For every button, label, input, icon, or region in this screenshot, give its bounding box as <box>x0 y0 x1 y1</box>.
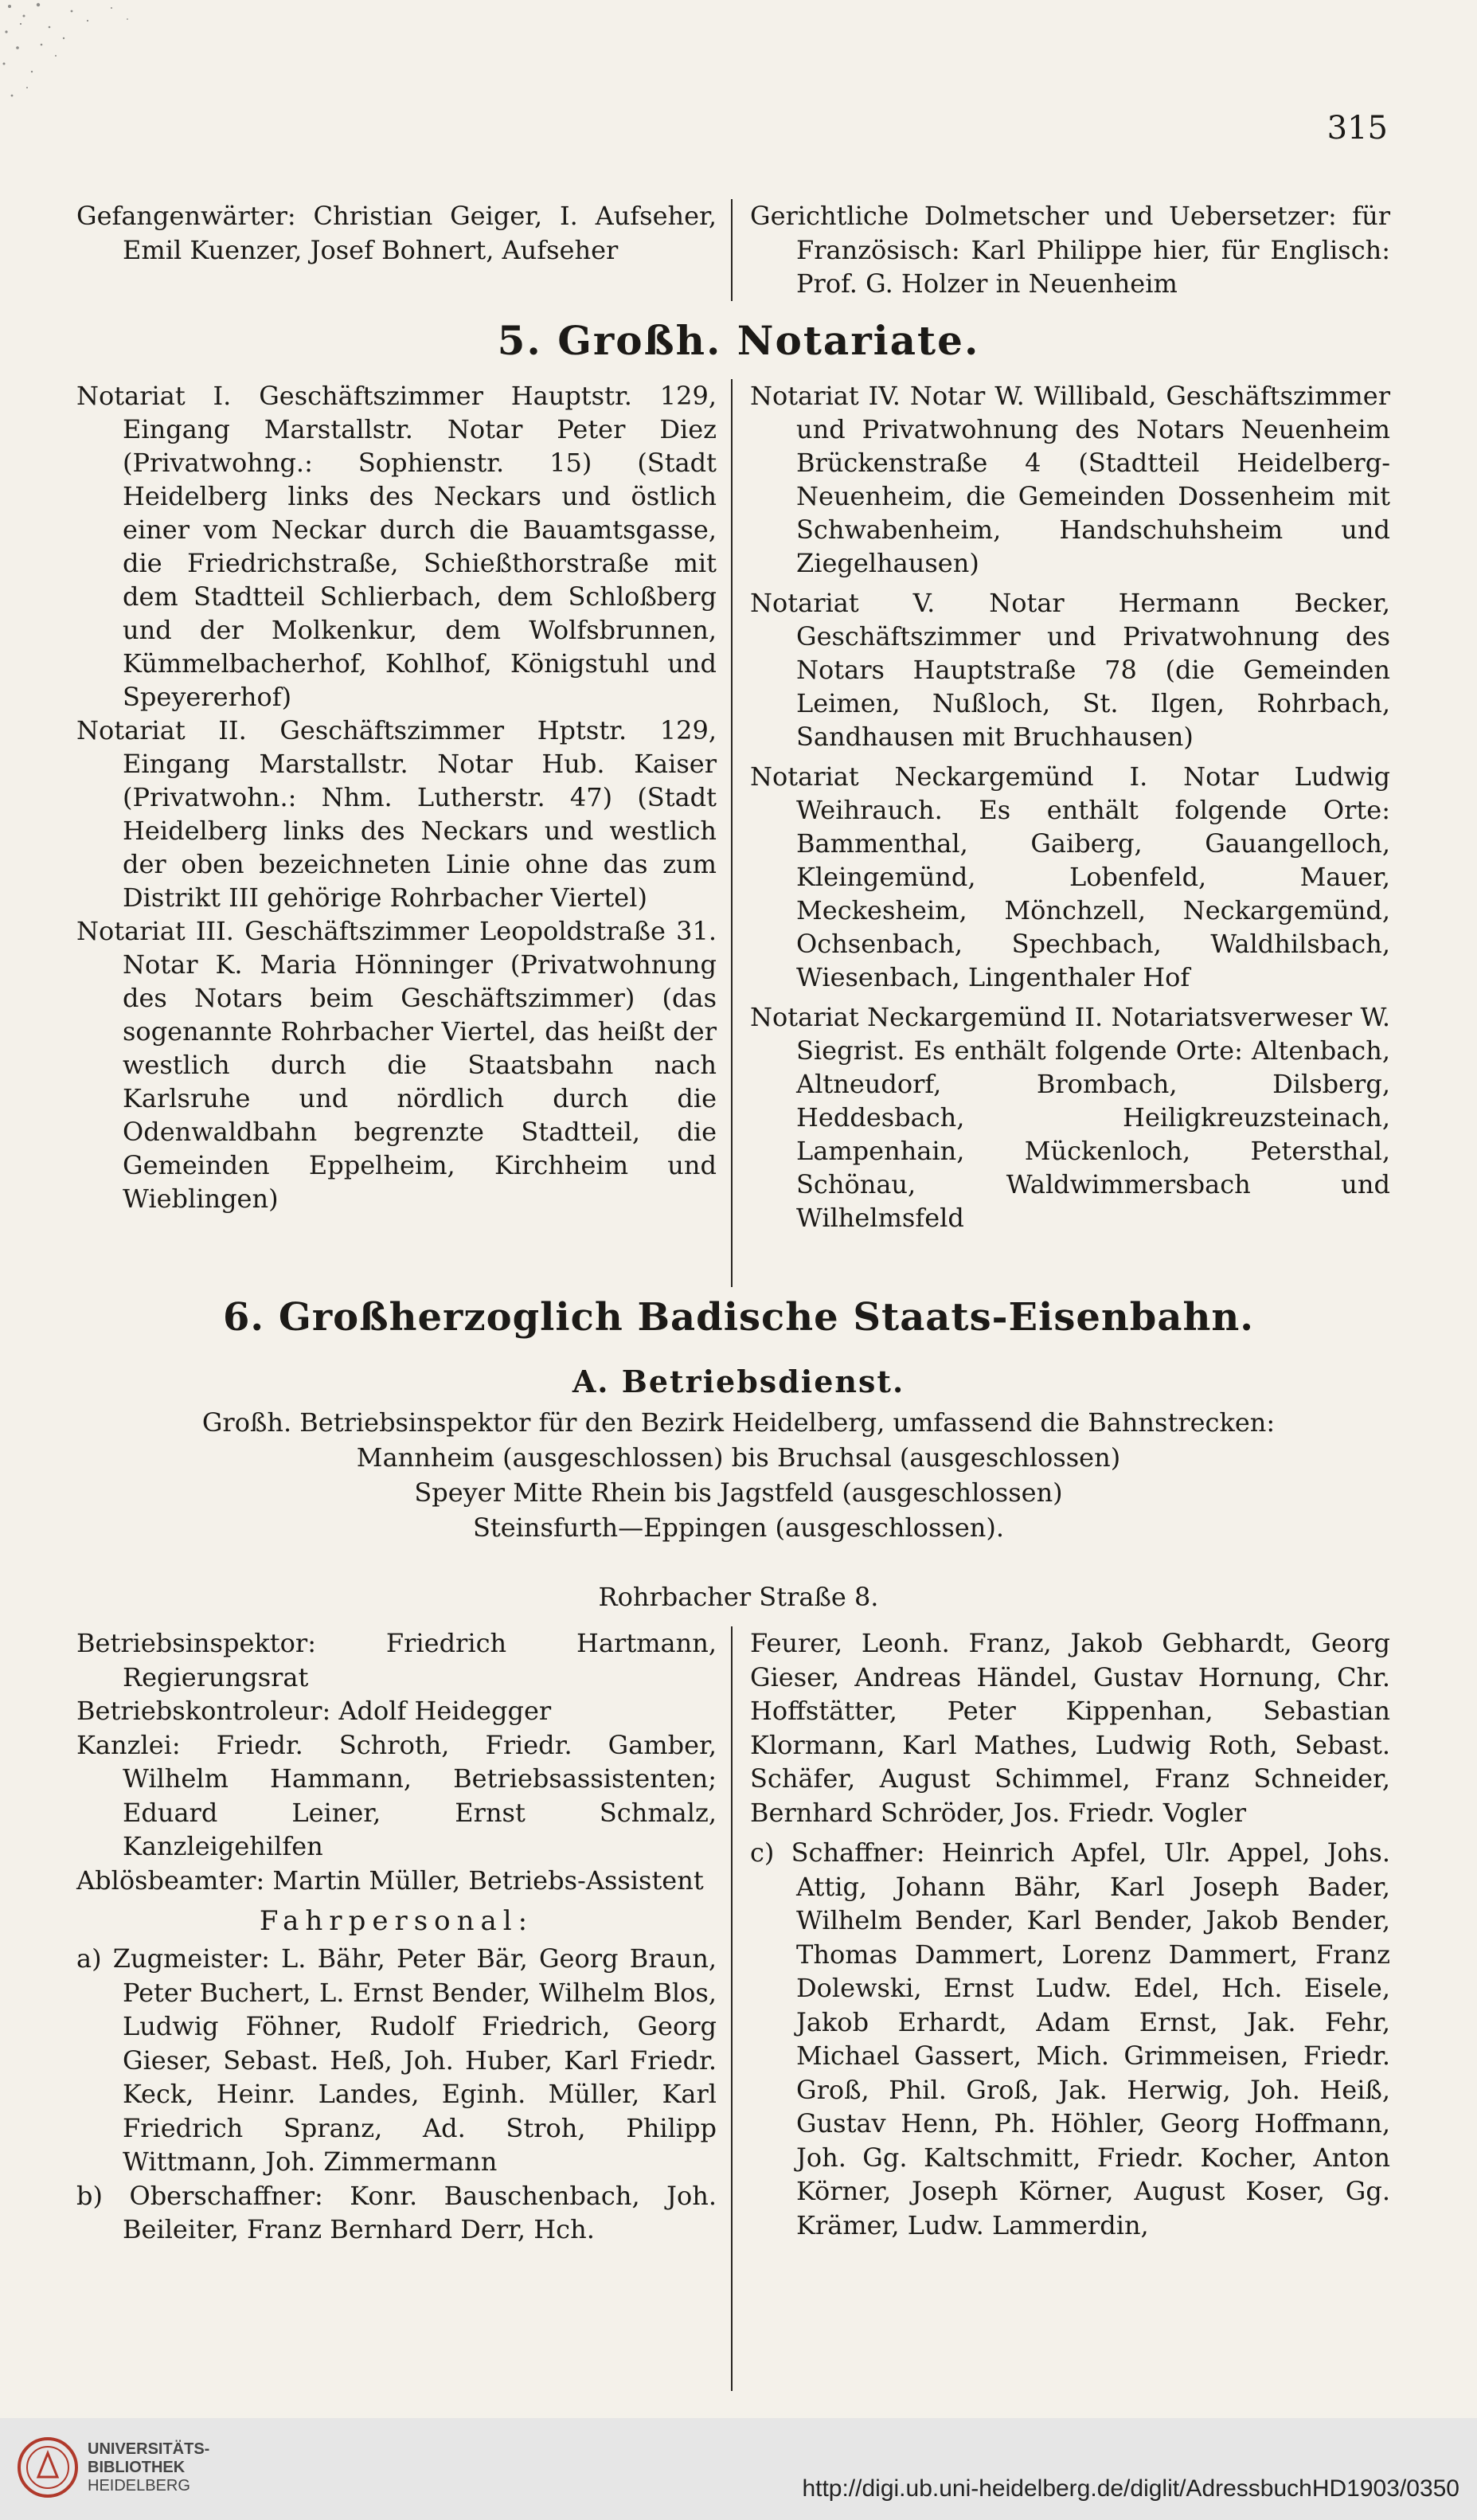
scan-speckle-decoration <box>0 0 191 119</box>
institution-name <box>88 2440 209 2495</box>
entry-notariat-1: Notariat I. Geschäftszimmer Hauptstr. 129, Eingang Marstallstr. Notar Peter Diez (Privatwohng.: Sophienstr. 15) (Stadt Heidelberg links des Neckars und östlich einer vom Neckar durch die Bauamtsgasse, die Friedrichstraße, Schießthorstraße mit dem Stadtteil Schlierbach, dem Schloßberg und der Molkenkur, dem Wolfsbrunnen, Kümmelbacherhof, Kohlhof, Königstuhl und Speyererhof) <box>76 381 717 712</box>
entry-notariat-neckargemuend-1: Notariat Neckargemünd I. Notar Ludwig Weihrauch. Es enthält folgende Orte: Bammenthal, Gaiberg, Gauangelloch, Kleingemünd, Lobenfeld, Mauer, Meckesheim, Mönchzell, Neckargemünd, Ochsenbach, Spechbach, Waldhilsbach, Wiesenbach, Lingenthaler Hof <box>750 761 1390 992</box>
section-6-left-column <box>76 1626 733 2391</box>
office-address: Rohrbacher Straße 8. <box>598 1582 879 1612</box>
railway-district-intro <box>0 1405 1477 1545</box>
section-5-left-column <box>76 379 733 1287</box>
entry-zugmeister: a) Zugmeister: L. Bähr, Peter Bär, Georg Braun, Peter Buchert, L. Ernst Bender, Wilhelm Blos, Ludwig Föhner, Rudolf Friedrich, Georg Gieser, Sebast. Heß, Joh. Huber, Karl Friedr. Keck, Heinr. Landes, Eginh. Müller, Karl Friedrich Spranz, Ad. Stroh, Philipp Wittmann, Joh. Zimmermann <box>76 1943 717 2177</box>
top-left-column <box>76 199 733 301</box>
entry-notariat-5: Notariat V. Notar Hermann Becker, Geschäftszimmer und Privatwohnung des Notars Hauptstraße 78 (die Gemeinden Leimen, Nußloch, St. Ilgen, Rohrbach, Sandhausen mit Bruchhausen) <box>750 588 1390 752</box>
entry-betriebskontroleur: Betriebskontroleur: Adolf Heidegger <box>76 1696 552 1726</box>
footer-bar <box>0 2418 1477 2520</box>
intro-line-2: Mannheim (ausgeschlossen) bis Bruchsal (ausgeschlossen) <box>356 1442 1121 1473</box>
intro-line-4: Steinsfurth—Eppingen (ausgeschlossen). <box>472 1512 1005 1543</box>
top-right-column <box>733 199 1390 301</box>
fahrpersonal-heading: Fahrpersonal: <box>259 1905 534 1937</box>
section-6-subtitle: A. Betriebsdienst. <box>572 1364 905 1399</box>
entry-abloesbeamter: Ablösbeamter: Martin Müller, Betriebs-Assistent <box>76 1865 704 1896</box>
university-seal-icon <box>16 2436 80 2499</box>
section-6-title: 6. Großherzoglich Badische Staats-Eisenbahn. <box>223 1295 1254 1340</box>
institution-line-3: HEIDELBERG <box>88 2477 190 2495</box>
section-6-right-column <box>733 1626 1390 2391</box>
entry-notariat-4: Notariat IV. Notar W. Willibald, Geschäftszimmer und Privatwohnung des Notars Neuenheim Brückenstraße 4 (Stadtteil Heidelberg-Neuenheim, die Gemeinden Dossenheim mit Schwabenheim, Handschuhsheim und Ziegelhausen) <box>750 381 1390 578</box>
institution-line-2: BIBLIOTHEK <box>88 2459 186 2476</box>
entry-oberschaffner: b) Oberschaffner: Konr. Bauschenbach, Joh. Beileiter, Franz Bernhard Derr, Hch. <box>76 2180 717 2244</box>
institution-line-1: UNIVERSITÄTS- <box>88 2440 210 2458</box>
entry-schaffner: c) Schaffner: Heinrich Apfel, Ulr. Appel, Johs. Attig, Johann Bähr, Karl Joseph Bader, Wilhelm Bender, Karl Bender, Jakob Bender, Thomas Dammert, Lorenz Dammert, Franz Dolewski, Ernst Ludw. Edel, Hch. Eisele, Jakob Erhardt, Adam Ernst, Jak. Fehr, Michael Gassert, Mich. Grimmeisen, Friedr. Groß, Phil. Groß, Jak. Herwig, Joh. Heiß, Gustav Henn, Ph. Höhler, Georg Hoffmann, Joh. Gg. Kaltschmitt, Friedr. Kocher, Anton Körner, Joseph Körner, August Koser, Gg. Krämer, Ludw. Lammerdin, <box>750 1837 1390 2240</box>
top-continuation <box>76 199 1390 301</box>
intro-line-1: Großh. Betriebsinspektor für den Bezirk Heidelberg, umfassend die Bahnstrecken: <box>201 1407 1276 1438</box>
section-5-title: 5. Großh. Notariate. <box>497 317 980 364</box>
entry-gefangenwaerter: Gefangenwärter: Christian Geiger, I. Aufseher, Emil Kuenzer, Josef Bohnert, Aufseher <box>76 201 717 265</box>
page-number: 315 <box>1327 110 1388 147</box>
entry-notariat-neckargemuend-2: Notariat Neckargemünd II. Notariatsverweser W. Siegrist. Es enthält folgende Orte: Altenbach, Altneudorf, Brombach, Dilsberg, Heddesbach, Heiligkreuzsteinach, Lampenhain, Mückenloch, Petersthal, Schönau, Waldwimmersbach und Wilhelmsfeld <box>750 1002 1390 1233</box>
section-6-columns <box>76 1626 1390 2391</box>
section-5-right-column <box>733 379 1390 1287</box>
entry-kanzlei: Kanzlei: Friedr. Schroth, Friedr. Gamber, Wilhelm Hammann, Betriebsassistenten; Eduard Leiner, Ernst Schmalz, Kanzleigehilfen <box>76 1729 717 1861</box>
intro-line-3: Speyer Mitte Rhein bis Jagstfeld (ausgeschlossen) <box>414 1477 1063 1508</box>
entry-oberschaffner-continued: Feurer, Leonh. Franz, Jakob Gebhardt, Georg Gieser, Andreas Händel, Gustav Hornung, Chr. Hoffstätter, Peter Kippenhan, Sebastian Klormann, Karl Mathes, Ludwig Roth, Sebast. Schäfer, August Schimmel, Franz Schneider, Bernhard Schröder, Jos. Friedr. Vogler <box>750 1628 1390 1828</box>
section-5-columns <box>76 379 1390 1287</box>
source-url-link[interactable]: http://digi.ub.uni-heidelberg.de/diglit/AdressbuchHD1903/0350 <box>802 2475 1459 2502</box>
entry-betriebsinspektor: Betriebsinspektor: Friedrich Hartmann, Regierungsrat <box>76 1628 717 1692</box>
entry-dolmetscher: Gerichtliche Dolmetscher und Uebersetzer: für Französisch: Karl Philippe hier, für Englisch: Prof. G. Holzer in Neuenheim <box>750 201 1390 299</box>
entry-notariat-2: Notariat II. Geschäftszimmer Hptstr. 129, Eingang Marstallstr. Notar Hub. Kaiser (Privatwohn.: Nhm. Lutherstr. 47) (Stadt Heidelberg links des Neckars und westlich der oben bezeichneten Linie ohne das zum Distrikt III gehörige Rohrbacher Viertel) <box>76 715 717 913</box>
entry-notariat-3: Notariat III. Geschäftszimmer Leopoldstraße 31. Notar K. Maria Hönninger (Privatwohnung des Notars beim Geschäftszimmer) (das sogenannte Rohrbacher Viertel, das heißt der westlich durch die Staatsbahn nach Karlsruhe und nördlich durch die Odenwaldbahn begrenzte Stadtteil, die Gemeinden Eppelheim, Kirchheim und Wieblingen) <box>76 916 717 1214</box>
